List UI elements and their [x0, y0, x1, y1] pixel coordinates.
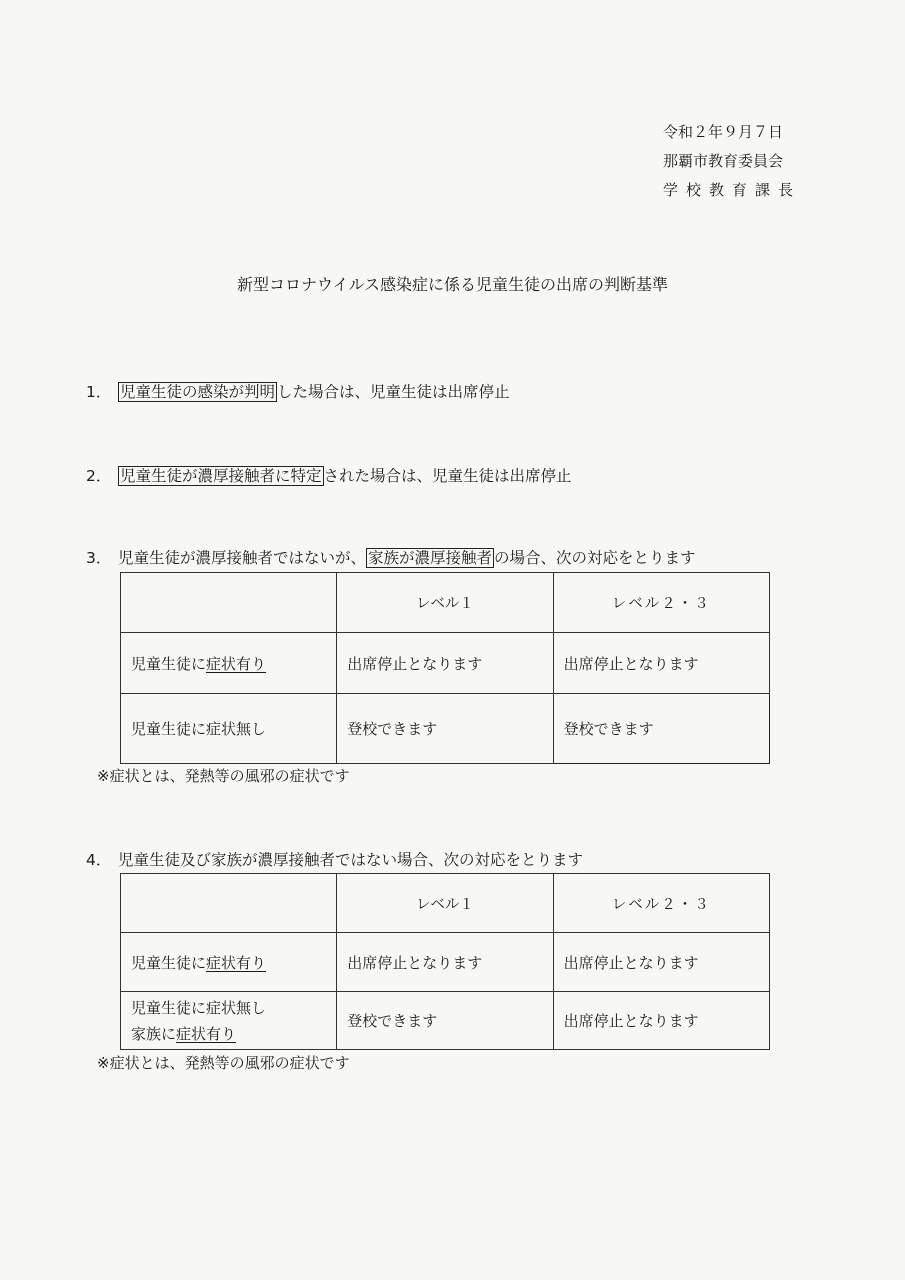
attendance-table-2 — [120, 873, 770, 1050]
table-cell: 登校できます — [337, 992, 553, 1050]
document-title: 新型コロナウイルス感染症に係る児童生徒の出席の判断基準 — [236, 275, 669, 294]
item-text-pre: 児童生徒が濃厚接触者ではないが、 — [118, 549, 367, 567]
table-header-cell: レベル１ — [337, 874, 553, 933]
table-header-cell: レベル１ — [337, 573, 553, 633]
table-row — [121, 694, 770, 764]
item-1 — [86, 380, 510, 402]
table-cell: 出席停止となります — [337, 933, 553, 992]
row-label-line: 児童生徒に症状無し — [131, 998, 267, 1017]
header-department: 学校教育課長 — [662, 181, 801, 199]
row-label: 児童生徒に症状無し — [121, 694, 337, 764]
row-label-text: 家族に — [131, 1024, 177, 1043]
footnote: ※症状とは、発熱等の風邪の症状です — [97, 767, 350, 785]
item-4 — [86, 848, 583, 870]
item-number: 1． — [86, 383, 112, 401]
table-cell: 登校できます — [337, 694, 553, 764]
attendance-table-1 — [120, 572, 770, 764]
table-cell: 登校できます — [553, 694, 769, 764]
row-label — [121, 933, 337, 992]
row-label — [121, 992, 337, 1050]
table-header-cell — [121, 874, 337, 933]
boxed-phrase: 児童生徒が濃厚接触者に特定 — [120, 467, 322, 485]
underlined-text: 症状有り — [206, 953, 267, 972]
header-date: 令和２年９月７日 — [662, 123, 783, 141]
letter-header — [663, 118, 801, 205]
table-row — [121, 633, 770, 694]
underlined-text: 症状有り — [206, 654, 267, 673]
item-3 — [86, 546, 696, 568]
item-number: 3． — [86, 549, 112, 567]
header-organization: 那覇市教育委員会 — [662, 152, 783, 170]
table-header-row — [121, 573, 770, 633]
item-2 — [86, 464, 572, 486]
table-cell: 出席停止となります — [553, 633, 769, 694]
item-text: された場合は、児童生徒は出席停止 — [323, 467, 572, 485]
table-row — [121, 933, 770, 992]
table-cell: 出席停止となります — [337, 633, 553, 694]
table-header-cell: レベル２・３ — [553, 573, 769, 633]
boxed-phrase: 家族が濃厚接触者 — [368, 549, 493, 567]
item-text: した場合は、児童生徒は出席停止 — [277, 383, 510, 401]
footnote: ※症状とは、発熱等の風邪の症状です — [97, 1054, 350, 1072]
table-cell: 出席停止となります — [553, 933, 769, 992]
boxed-phrase: 児童生徒の感染が判明 — [120, 383, 276, 401]
item-number: 4． — [86, 851, 112, 869]
table-header-row — [121, 874, 770, 933]
underlined-text: 症状有り — [176, 1024, 237, 1043]
row-label-text: 児童生徒に — [131, 953, 207, 972]
row-label-line — [131, 1021, 326, 1047]
table-header-cell: レベル２・３ — [553, 874, 769, 933]
table-cell: 出席停止となります — [553, 992, 769, 1050]
row-label — [121, 633, 337, 694]
item-text: の場合、次の対応をとります — [494, 549, 696, 567]
item-text: 児童生徒及び家族が濃厚接触者ではない場合、次の対応をとります — [118, 851, 584, 869]
row-label-text: 児童生徒に — [131, 654, 207, 673]
table-row — [121, 992, 770, 1050]
item-number: 2． — [86, 467, 112, 485]
table-header-cell — [121, 573, 337, 633]
